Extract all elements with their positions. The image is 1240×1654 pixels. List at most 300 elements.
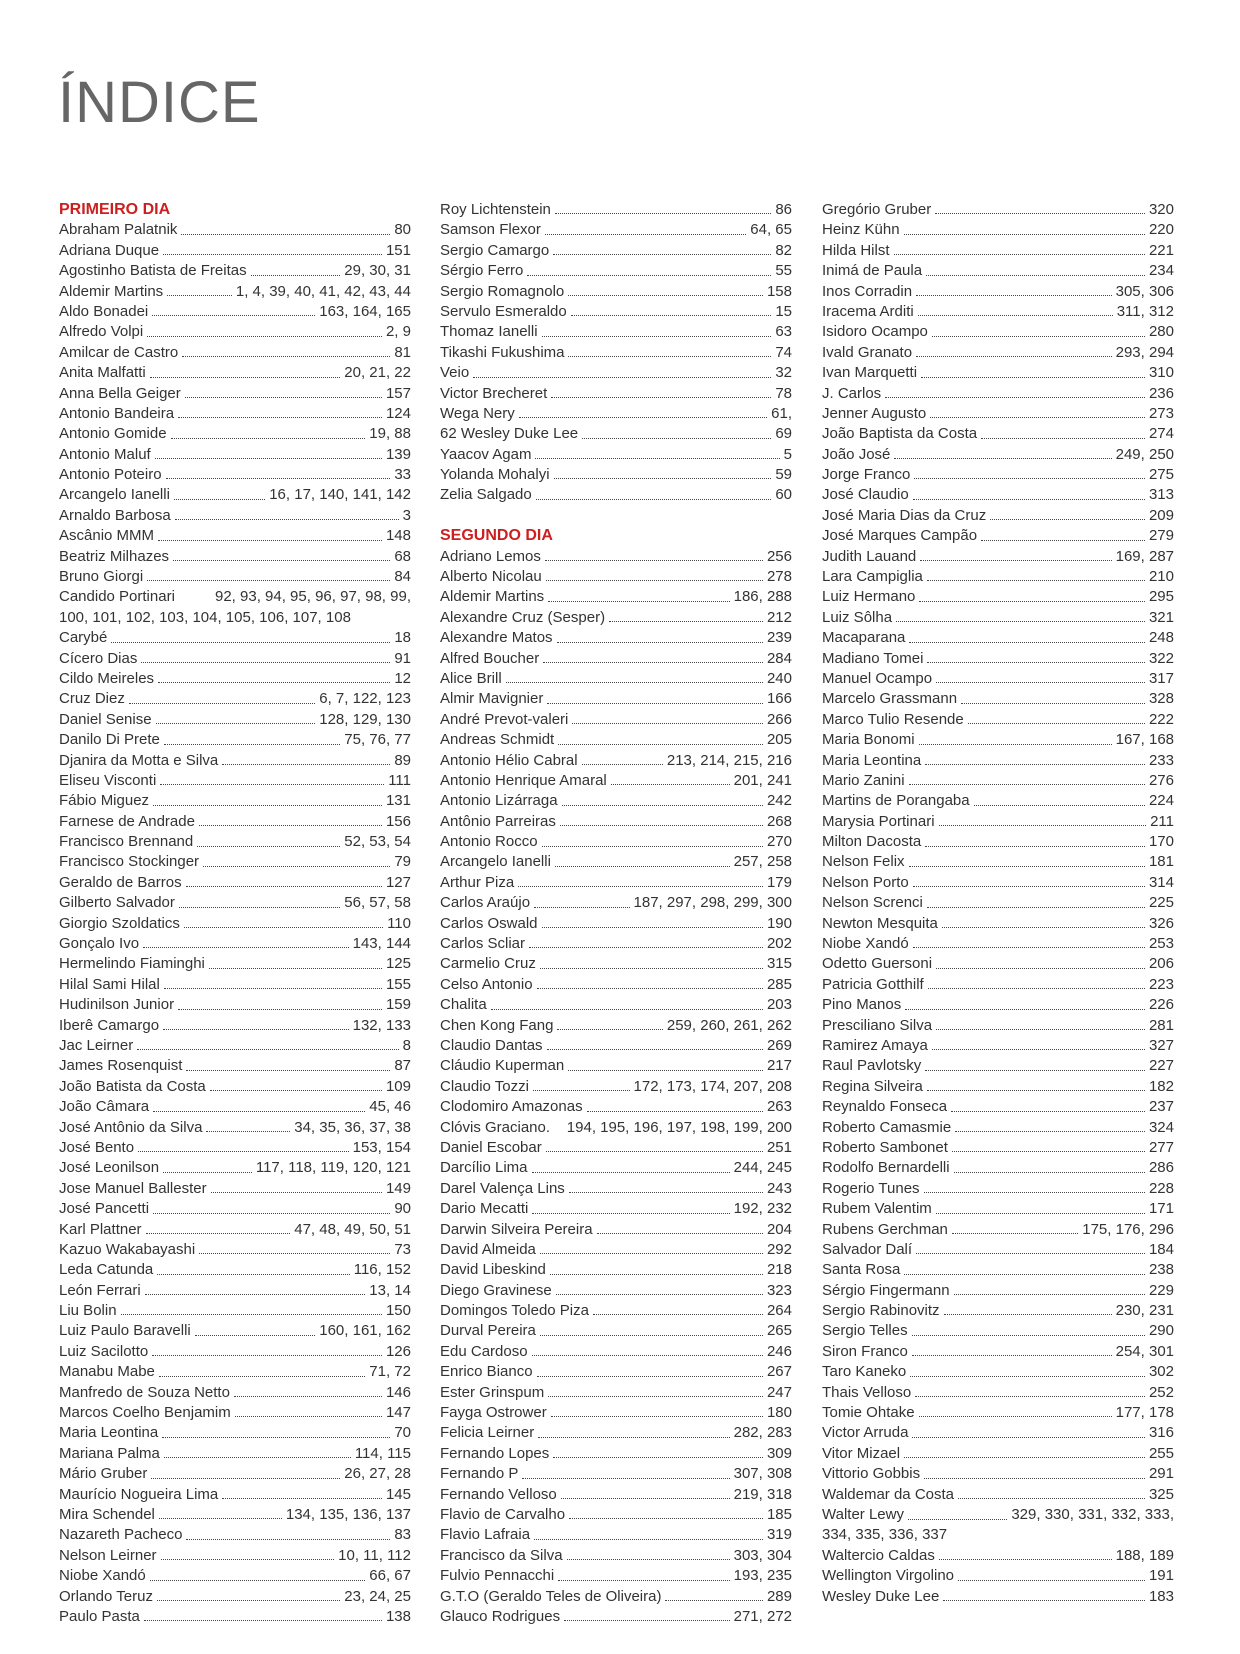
index-entry — [59, 1158, 411, 1178]
artist-name: Daniel Escobar — [440, 1138, 542, 1156]
index-entry — [822, 526, 1174, 546]
page-numbers: 221 — [1148, 241, 1174, 259]
artist-name: 62 Wesley Duke Lee — [440, 425, 579, 443]
dot-leader — [913, 499, 1145, 500]
page-numbers: 226 — [1148, 996, 1174, 1014]
index-entry — [822, 873, 1174, 893]
page-numbers: 310 — [1148, 364, 1174, 382]
dot-leader — [206, 1131, 290, 1132]
dot-leader — [156, 723, 316, 724]
dot-leader — [560, 825, 763, 826]
dot-leader — [958, 1580, 1145, 1581]
artist-name: Niobe Xandó — [59, 1567, 146, 1585]
artist-name: Roberto Sambonet — [822, 1138, 948, 1156]
page-numbers: 92, 93, 94, 95, 96, 97, 98, 99, — [215, 588, 411, 606]
index-entry — [822, 485, 1174, 505]
page-numbers: 234 — [1148, 262, 1174, 280]
dot-leader — [939, 1559, 1112, 1560]
page-numbers: 184 — [1148, 1240, 1174, 1258]
index-entry — [822, 975, 1174, 995]
dot-leader — [927, 1090, 1145, 1091]
artist-name: Jose Manuel Ballester — [59, 1179, 207, 1197]
artist-name: Veio — [440, 364, 470, 382]
dot-leader — [935, 213, 1145, 214]
page-numbers: 209 — [1148, 506, 1174, 524]
index-entry — [59, 1138, 411, 1158]
artist-name: Servulo Esmeraldo — [440, 302, 567, 320]
dot-leader — [548, 601, 729, 602]
artist-name: Zelia Salgado — [440, 486, 532, 504]
artist-name: Odetto Guersoni — [822, 955, 933, 973]
index-entry — [59, 791, 411, 811]
index-entry — [440, 1342, 792, 1362]
artist-name: Carmelio Cruz — [440, 955, 536, 973]
dot-leader — [553, 254, 771, 255]
artist-name: Beatriz Milhazes — [59, 547, 170, 565]
artist-name: José Maria Dias da Cruz — [822, 506, 987, 524]
artist-name: Clóvis Graciano. — [440, 1118, 551, 1136]
dot-leader — [529, 947, 763, 948]
index-entry — [440, 914, 792, 934]
artist-name: Judith Lauand — [822, 547, 917, 565]
artist-name: Salvador Dalí — [822, 1240, 913, 1258]
index-entry — [59, 465, 411, 485]
index-entry — [59, 1301, 411, 1321]
index-entry — [440, 220, 792, 240]
page-numbers: 292 — [766, 1240, 792, 1258]
artist-name: Arnaldo Barbosa — [59, 506, 171, 524]
dot-leader — [152, 315, 315, 316]
artist-name: Antonio Bandeira — [59, 404, 175, 422]
index-entry — [59, 1525, 411, 1545]
page-numbers: 143, 144 — [352, 935, 411, 953]
artist-name: Carybé — [59, 629, 108, 647]
index-entry — [822, 1444, 1174, 1464]
index-entry — [822, 1321, 1174, 1341]
page-numbers: 248 — [1148, 629, 1174, 647]
artist-name: Darwin Silveira Pereira — [440, 1220, 593, 1238]
index-entry — [59, 1587, 411, 1607]
page-numbers: 257, 258 — [733, 853, 792, 871]
artist-name: Flavio Lafraia — [440, 1526, 531, 1544]
page-numbers: 237 — [1148, 1098, 1174, 1116]
dot-leader — [174, 499, 265, 500]
page-numbers: 194, 195, 196, 197, 198, 199, 200 — [566, 1118, 792, 1136]
dot-leader — [611, 784, 730, 785]
artist-name: Victor Arruda — [822, 1424, 909, 1442]
index-entry — [822, 587, 1174, 607]
page-numbers: 81 — [394, 343, 411, 361]
dot-leader — [537, 1376, 763, 1377]
index-entry — [822, 1138, 1174, 1158]
dot-leader — [913, 947, 1145, 948]
artist-name: Abraham Palatnik — [59, 221, 178, 239]
index-entry — [440, 1077, 792, 1097]
page-numbers: 252 — [1148, 1383, 1174, 1401]
index-entry — [822, 1362, 1174, 1382]
artist-name: Arcangelo Ianelli — [440, 853, 551, 871]
index-entry — [822, 567, 1174, 587]
artist-name: Manfredo de Souza Netto — [59, 1383, 230, 1401]
artist-name: Waltercio Caldas — [822, 1546, 935, 1564]
artist-name: Antonio Gomide — [59, 425, 167, 443]
dot-leader — [540, 1335, 763, 1336]
index-entry — [59, 445, 411, 465]
index-entry — [822, 424, 1174, 444]
artist-name: Nelson Porto — [822, 873, 909, 891]
index-entry — [59, 1260, 411, 1280]
dot-leader — [894, 254, 1145, 255]
artist-name: Marco Tulio Resende — [822, 710, 964, 728]
artist-name: Fulvio Pennacchi — [440, 1567, 555, 1585]
dot-leader — [572, 723, 763, 724]
dot-leader — [981, 438, 1145, 439]
index-entry — [822, 853, 1174, 873]
dot-leader — [910, 1376, 1145, 1377]
index-column-2 — [440, 200, 792, 1627]
index-entry — [822, 934, 1174, 954]
artist-name: Arcangelo Ianelli — [59, 486, 170, 504]
page-numbers: 153, 154 — [352, 1138, 411, 1156]
index-entry — [59, 384, 411, 404]
page-numbers: 323 — [766, 1281, 792, 1299]
dot-leader — [203, 866, 390, 867]
index-entry — [440, 710, 792, 730]
dot-leader — [568, 295, 763, 296]
artist-name: Isidoro Ocampo — [822, 323, 928, 341]
artist-name: Orlando Teruz — [59, 1587, 153, 1605]
index-entry — [822, 1403, 1174, 1423]
page-numbers: 293, 294 — [1115, 343, 1174, 361]
dot-leader — [909, 642, 1145, 643]
index-entry — [59, 1097, 411, 1117]
dot-leader — [518, 886, 763, 887]
artist-name: Wellington Virgolino — [822, 1567, 955, 1585]
page-numbers: 56, 57, 58 — [344, 894, 411, 912]
dot-leader — [564, 1620, 730, 1621]
page-numbers: 242 — [766, 792, 792, 810]
page-numbers: 183 — [1148, 1587, 1174, 1605]
dot-leader — [222, 1498, 382, 1499]
index-entry — [59, 241, 411, 261]
index-entry — [59, 710, 411, 730]
dot-leader — [609, 621, 763, 622]
page-numbers: 201, 241 — [733, 771, 792, 789]
dot-leader — [235, 1416, 382, 1417]
page-numbers: 319 — [766, 1526, 792, 1544]
dot-leader — [568, 1070, 763, 1071]
dot-leader — [137, 1049, 398, 1050]
artist-name: Fernando P — [440, 1465, 519, 1483]
page-numbers: 148 — [385, 527, 411, 545]
dot-leader — [919, 744, 1112, 745]
index-entry — [822, 608, 1174, 628]
dot-leader — [161, 1559, 335, 1560]
index-entry — [822, 1485, 1174, 1505]
artist-name: Ramirez Amaya — [822, 1037, 928, 1054]
page-numbers: 259, 260, 261, 262 — [666, 1016, 792, 1034]
index-entry — [59, 832, 411, 852]
dot-leader — [146, 1233, 291, 1234]
artist-name: Luiz Sôlha — [822, 608, 893, 626]
index-entry — [440, 893, 792, 913]
index-entry — [59, 1056, 411, 1076]
index-entry — [822, 812, 1174, 832]
page-numbers: 251 — [766, 1138, 792, 1156]
index-entry — [440, 1464, 792, 1484]
index-entry — [440, 1056, 792, 1076]
page-numbers: 151 — [385, 241, 411, 259]
artist-name: Leda Catunda — [59, 1261, 154, 1279]
artist-name: Sergio Romagnolo — [440, 282, 565, 300]
page-numbers: 91 — [394, 649, 411, 667]
page-numbers: 275 — [1148, 466, 1174, 484]
page-numbers: 8 — [402, 1037, 411, 1054]
index-entry — [440, 587, 792, 607]
page-numbers: 59 — [775, 466, 792, 484]
page-numbers: 159 — [385, 996, 411, 1014]
dot-leader — [885, 397, 1145, 398]
dot-leader — [924, 1478, 1145, 1479]
artist-name: Antonio Poteiro — [59, 466, 162, 484]
dot-leader — [550, 1274, 763, 1275]
index-entry — [59, 302, 411, 322]
dot-leader — [157, 1600, 340, 1601]
artist-name: Hudinilson Junior — [59, 996, 175, 1014]
artist-name: Aldemir Martins — [440, 588, 545, 606]
page-numbers: 274 — [1148, 425, 1174, 443]
dot-leader — [567, 1559, 730, 1560]
artist-name: Taro Kaneko — [822, 1363, 907, 1381]
artist-name: Sergio Camargo — [440, 241, 550, 259]
dot-leader — [163, 254, 382, 255]
artist-name: José Bento — [59, 1138, 135, 1156]
dot-leader — [157, 1274, 349, 1275]
index-entry — [59, 914, 411, 934]
index-entry — [440, 669, 792, 689]
index-entry — [59, 343, 411, 363]
index-entry — [822, 649, 1174, 669]
page-numbers: 124 — [385, 404, 411, 422]
dot-leader — [540, 1253, 763, 1254]
index-entry — [822, 1281, 1174, 1301]
artist-name: David Libeskind — [440, 1261, 546, 1279]
artist-name: Anita Malfatti — [59, 364, 146, 382]
index-entry — [440, 363, 792, 383]
page-numbers: 320 — [1148, 200, 1174, 218]
dot-leader — [164, 988, 382, 989]
index-entry — [822, 689, 1174, 709]
dot-leader — [186, 886, 382, 887]
artist-name: Vittorio Gobbis — [822, 1465, 921, 1483]
dot-leader — [909, 866, 1145, 867]
index-entry — [59, 1016, 411, 1036]
dot-leader — [968, 723, 1145, 724]
page-numbers: 191 — [1148, 1567, 1174, 1585]
index-entry — [440, 322, 792, 342]
artist-name: Edu Cardoso — [440, 1342, 528, 1360]
dot-leader — [920, 560, 1111, 561]
artist-name: José Leonilson — [59, 1159, 160, 1177]
index-entry — [59, 547, 411, 567]
dot-leader — [955, 1131, 1145, 1132]
page-numbers: 171 — [1148, 1200, 1174, 1218]
index-entry — [822, 200, 1174, 220]
page-numbers: 45, 46 — [369, 1098, 411, 1116]
index-entry — [59, 853, 411, 873]
dot-leader — [932, 336, 1145, 337]
artist-name: Maurício Nogueira Lima — [59, 1485, 219, 1503]
artist-name: James Rosenquist — [59, 1057, 183, 1075]
page-numbers: 117, 118, 119, 120, 121 — [255, 1159, 411, 1177]
artist-name: Martins de Porangaba — [822, 792, 970, 810]
artist-name: Iberê Camargo — [59, 1016, 160, 1034]
page-numbers: 169, 287 — [1115, 547, 1174, 565]
artist-name: Thais Velloso — [822, 1383, 912, 1401]
dot-leader — [534, 907, 629, 908]
dot-leader — [542, 336, 772, 337]
index-entry — [440, 1220, 792, 1240]
index-entry — [440, 853, 792, 873]
index-entry — [822, 343, 1174, 363]
dot-leader — [557, 1029, 662, 1030]
page-numbers: 278 — [766, 568, 792, 586]
dot-leader — [155, 458, 382, 459]
index-entry — [440, 1321, 792, 1341]
artist-name: Rubem Valentim — [822, 1200, 932, 1218]
dot-leader — [919, 601, 1145, 602]
dot-leader — [150, 377, 341, 378]
artist-name: Cícero Dias — [59, 649, 138, 667]
section-heading: SEGUNDO DIA — [440, 527, 553, 545]
index-entry — [440, 547, 792, 567]
page-numbers: 238 — [1148, 1261, 1174, 1279]
page-numbers: 3 — [402, 506, 411, 524]
page-numbers: 126 — [385, 1342, 411, 1360]
index-entry — [440, 954, 792, 974]
dot-leader — [178, 1009, 382, 1010]
page-numbers: 47, 48, 49, 50, 51 — [294, 1220, 411, 1238]
dot-leader — [557, 642, 763, 643]
dot-leader — [561, 1498, 730, 1499]
dot-leader — [597, 1233, 763, 1234]
artist-name: João José — [822, 445, 891, 463]
dot-leader — [542, 846, 763, 847]
artist-name: Maria Bonomi — [822, 731, 915, 749]
dot-leader — [981, 540, 1145, 541]
dot-leader — [568, 356, 771, 357]
dot-leader — [506, 682, 763, 683]
index-entry — [440, 445, 792, 465]
artist-name: Gonçalo Ivo — [59, 935, 140, 953]
page-numbers: 210 — [1148, 568, 1174, 586]
page-numbers: 69 — [775, 425, 792, 443]
index-entry — [59, 689, 411, 709]
page-numbers: 116, 152 — [353, 1261, 411, 1279]
dot-leader — [532, 1172, 730, 1173]
page-numbers: 10, 11, 112 — [338, 1546, 411, 1564]
dot-leader — [181, 234, 390, 235]
index-entry — [440, 465, 792, 485]
index-entry — [440, 1383, 792, 1403]
artist-name: Fernando Velloso — [440, 1485, 557, 1503]
dot-leader — [944, 1314, 1112, 1315]
artist-name: Ester Grinspum — [440, 1383, 545, 1401]
dot-leader — [184, 927, 383, 928]
page-numbers: 186, 288 — [733, 588, 792, 606]
dot-leader — [548, 1396, 763, 1397]
index-entry — [59, 1505, 411, 1525]
index-entry — [59, 567, 411, 587]
page-numbers: 180 — [766, 1404, 792, 1422]
page-numbers: 281 — [1148, 1016, 1174, 1034]
artist-name: Tikashi Fukushima — [440, 343, 565, 361]
dot-leader — [951, 1111, 1145, 1112]
page-numbers: 23, 24, 25 — [344, 1587, 411, 1605]
index-entry — [822, 1383, 1174, 1403]
dot-leader — [904, 1274, 1145, 1275]
index-entry — [59, 1342, 411, 1362]
page-numbers: 329, 330, 331, 332, 333, — [1011, 1506, 1174, 1523]
dot-leader — [178, 417, 382, 418]
dot-leader — [942, 927, 1145, 928]
dot-leader — [582, 438, 771, 439]
page-numbers: 282, 283 — [733, 1424, 792, 1442]
page-numbers: 236 — [1148, 384, 1174, 402]
artist-name: Rubens Gerchman — [822, 1220, 948, 1238]
artist-name: Maria Leontina — [59, 1424, 159, 1442]
artist-name: Diego Gravinese — [440, 1281, 552, 1299]
artist-name: Regina Silveira — [822, 1077, 923, 1095]
index-entry — [440, 934, 792, 954]
index-entry — [59, 404, 411, 424]
artist-name: Lara Campiglia — [822, 568, 923, 586]
artist-name: Nelson Leirner — [59, 1546, 157, 1564]
dot-leader — [164, 1457, 351, 1458]
artist-name: Fayga Ostrower — [440, 1404, 547, 1422]
dot-leader — [182, 356, 390, 357]
index-entry — [822, 404, 1174, 424]
index-entry — [440, 1607, 792, 1627]
index-entry — [440, 1016, 792, 1036]
dot-leader — [913, 886, 1145, 887]
artist-name: Darcílio Lima — [440, 1159, 528, 1177]
artist-name: Sérgio Ferro — [440, 262, 524, 280]
page-numbers: 313 — [1148, 486, 1174, 504]
page-numbers: 75, 76, 77 — [344, 731, 411, 749]
page-numbers: 217 — [766, 1057, 792, 1075]
artist-name: J. Carlos — [822, 384, 882, 402]
page-numbers: 253 — [1148, 935, 1174, 953]
dot-leader — [925, 1070, 1145, 1071]
artist-name: Carlos Araújo — [440, 894, 531, 912]
dot-leader — [918, 315, 1113, 316]
page-numbers: 276 — [1148, 771, 1174, 789]
index-entry — [440, 384, 792, 404]
artist-name: Yolanda Mohalyi — [440, 466, 550, 484]
dot-leader — [952, 1151, 1145, 1152]
index-entry — [822, 384, 1174, 404]
index-entry — [822, 363, 1174, 383]
index-entry — [440, 1423, 792, 1443]
page-numbers: 291 — [1148, 1465, 1174, 1483]
page-numbers: 255 — [1148, 1444, 1174, 1462]
artist-name: Agostinho Batista de Freitas — [59, 262, 247, 280]
index-entry — [440, 485, 792, 505]
dot-leader — [540, 968, 763, 969]
index-column-3 — [822, 200, 1174, 1607]
dot-leader — [927, 580, 1145, 581]
